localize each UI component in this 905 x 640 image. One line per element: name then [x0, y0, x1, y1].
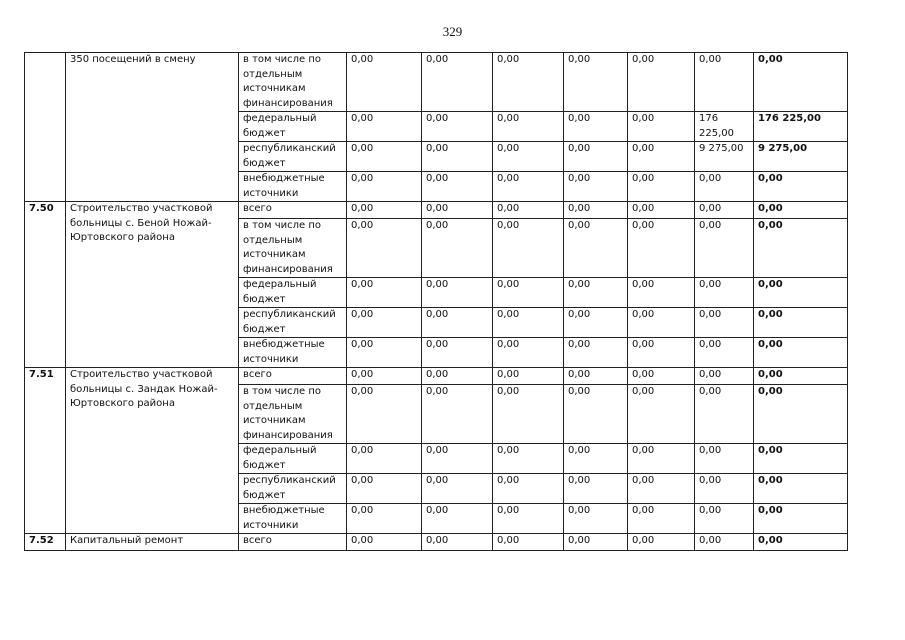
year-value-cell: 0,00 [564, 219, 628, 278]
year-value-cell: 0,00 [628, 308, 695, 338]
year-value-cell: 0,00 [347, 219, 422, 278]
year-value-cell: 0,00 [564, 534, 628, 551]
year-value-cell: 0,00 [347, 142, 422, 172]
year-value-cell: 0,00 [493, 172, 564, 202]
year-value-cell: 0,00 [564, 172, 628, 202]
year-value-cell: 0,00 [695, 504, 754, 534]
year-value-cell: 0,00 [422, 474, 493, 504]
year-value-cell: 0,00 [422, 338, 493, 368]
funding-source: всего [239, 368, 347, 385]
year-value-cell: 0,00 [628, 444, 695, 474]
year-value-cell: 0,00 [422, 308, 493, 338]
year-value-cell: 0,00 [628, 112, 695, 142]
year-value-cell: 0,00 [695, 308, 754, 338]
table-row [25, 53, 848, 112]
funding-source: внебюджетные источники [239, 172, 347, 202]
table-body [25, 53, 848, 551]
item-name: 350 посещений в смену [66, 53, 239, 202]
year-value-cell: 0,00 [493, 474, 564, 504]
year-value-cell: 0,00 [493, 534, 564, 551]
year-value-cell: 0,00 [564, 278, 628, 308]
year-value-cell: 0,00 [628, 338, 695, 368]
funding-source: республиканский бюджет [239, 474, 347, 504]
year-value-cell: 0,00 [422, 172, 493, 202]
funding-source: республиканский бюджет [239, 142, 347, 172]
year-value-cell: 0,00 [695, 385, 754, 444]
year-value-cell: 0,00 [493, 278, 564, 308]
year-value-cell: 0,00 [347, 53, 422, 112]
year-value-cell: 0,00 [493, 53, 564, 112]
year-value-cell: 0,00 [695, 534, 754, 551]
funding-source: в том числе по отдельным источникам финансирования [239, 385, 347, 444]
year-value-cell: 0,00 [564, 474, 628, 504]
year-value-cell: 0,00 [422, 202, 493, 219]
funding-source: федеральный бюджет [239, 112, 347, 142]
funding-source: федеральный бюджет [239, 444, 347, 474]
year-value-cell: 9 275,00 [695, 142, 754, 172]
year-value-cell: 0,00 [695, 53, 754, 112]
item-name: Строительство участковой больницы с. Беной Ножай-Юртовского района [66, 202, 239, 368]
year-value-cell: 0,00 [564, 112, 628, 142]
total-cell: 0,00 [754, 53, 848, 112]
funding-source: в том числе по отдельным источникам финансирования [239, 219, 347, 278]
year-value-cell: 0,00 [493, 368, 564, 385]
funding-source: внебюджетные источники [239, 504, 347, 534]
year-value-cell: 0,00 [493, 504, 564, 534]
table-row [25, 202, 848, 219]
year-value-cell: 0,00 [493, 112, 564, 142]
year-value-cell: 0,00 [628, 278, 695, 308]
year-value-cell: 0,00 [564, 53, 628, 112]
year-value-cell: 0,00 [564, 504, 628, 534]
table-row [25, 368, 848, 385]
year-value-cell: 0,00 [628, 53, 695, 112]
year-value-cell: 0,00 [493, 219, 564, 278]
year-value-cell: 0,00 [628, 219, 695, 278]
year-value-cell: 0,00 [695, 278, 754, 308]
year-value-cell: 0,00 [493, 338, 564, 368]
year-value-cell: 0,00 [347, 112, 422, 142]
funding-source: всего [239, 534, 347, 551]
funding-source: республиканский бюджет [239, 308, 347, 338]
year-value-cell: 0,00 [347, 534, 422, 551]
year-value-cell: 0,00 [564, 308, 628, 338]
total-cell: 176 225,00 [754, 112, 848, 142]
funding-source: всего [239, 202, 347, 219]
year-value-cell: 0,00 [493, 385, 564, 444]
item-code: 7.52 [25, 534, 66, 551]
year-value-cell: 0,00 [628, 142, 695, 172]
year-value-cell: 0,00 [422, 444, 493, 474]
year-value-cell: 0,00 [564, 338, 628, 368]
year-value-cell: 0,00 [628, 202, 695, 219]
year-value-cell: 0,00 [347, 504, 422, 534]
year-value-cell: 0,00 [422, 534, 493, 551]
total-cell: 0,00 [754, 278, 848, 308]
year-value-cell: 0,00 [695, 338, 754, 368]
year-value-cell: 0,00 [628, 172, 695, 202]
year-value-cell: 0,00 [422, 219, 493, 278]
year-value-cell: 0,00 [347, 474, 422, 504]
total-cell: 0,00 [754, 202, 848, 219]
item-name: Строительство участковой больницы с. Зандак Ножай-Юртовского района [66, 368, 239, 534]
year-value-cell: 0,00 [347, 278, 422, 308]
year-value-cell: 0,00 [564, 385, 628, 444]
year-value-cell: 0,00 [422, 278, 493, 308]
year-value-cell: 0,00 [347, 385, 422, 444]
total-cell: 0,00 [754, 444, 848, 474]
year-value-cell: 0,00 [493, 308, 564, 338]
table-row [25, 534, 848, 551]
year-value-cell: 0,00 [628, 504, 695, 534]
year-value-cell: 0,00 [347, 338, 422, 368]
funding-source: федеральный бюджет [239, 278, 347, 308]
year-value-cell: 0,00 [493, 142, 564, 172]
year-value-cell: 0,00 [347, 202, 422, 219]
year-value-cell: 0,00 [493, 202, 564, 219]
year-value-cell: 0,00 [422, 385, 493, 444]
item-code: 7.50 [25, 202, 66, 368]
total-cell: 0,00 [754, 474, 848, 504]
year-value-cell: 0,00 [564, 444, 628, 474]
funding-source: в том числе по отдельным источникам финансирования [239, 53, 347, 112]
item-name: Капитальный ремонт [66, 534, 239, 551]
page-number: 329 [442, 24, 463, 39]
year-value-cell: 0,00 [564, 142, 628, 172]
year-value-cell: 0,00 [695, 368, 754, 385]
year-value-cell: 0,00 [695, 444, 754, 474]
total-cell: 0,00 [754, 368, 848, 385]
year-value-cell: 0,00 [422, 53, 493, 112]
year-value-cell: 0,00 [564, 202, 628, 219]
total-cell: 0,00 [754, 219, 848, 278]
total-cell: 0,00 [754, 504, 848, 534]
year-value-cell: 0,00 [695, 474, 754, 504]
year-value-cell: 176 225,00 [695, 112, 754, 142]
budget-table [24, 52, 848, 551]
item-code [25, 53, 66, 202]
year-value-cell: 0,00 [628, 385, 695, 444]
year-value-cell: 0,00 [347, 308, 422, 338]
year-value-cell: 0,00 [695, 172, 754, 202]
total-cell: 0,00 [754, 172, 848, 202]
year-value-cell: 0,00 [564, 368, 628, 385]
funding-source: внебюджетные источники [239, 338, 347, 368]
item-code: 7.51 [25, 368, 66, 534]
total-cell: 0,00 [754, 534, 848, 551]
total-cell: 0,00 [754, 338, 848, 368]
total-cell: 0,00 [754, 385, 848, 444]
year-value-cell: 0,00 [422, 142, 493, 172]
year-value-cell: 0,00 [422, 368, 493, 385]
year-value-cell: 0,00 [422, 112, 493, 142]
year-value-cell: 0,00 [628, 474, 695, 504]
year-value-cell: 0,00 [493, 444, 564, 474]
year-value-cell: 0,00 [347, 444, 422, 474]
year-value-cell: 0,00 [695, 219, 754, 278]
total-cell: 9 275,00 [754, 142, 848, 172]
year-value-cell: 0,00 [347, 172, 422, 202]
year-value-cell: 0,00 [347, 368, 422, 385]
year-value-cell: 0,00 [628, 368, 695, 385]
year-value-cell: 0,00 [422, 504, 493, 534]
year-value-cell: 0,00 [695, 202, 754, 219]
total-cell: 0,00 [754, 308, 848, 338]
year-value-cell: 0,00 [628, 534, 695, 551]
